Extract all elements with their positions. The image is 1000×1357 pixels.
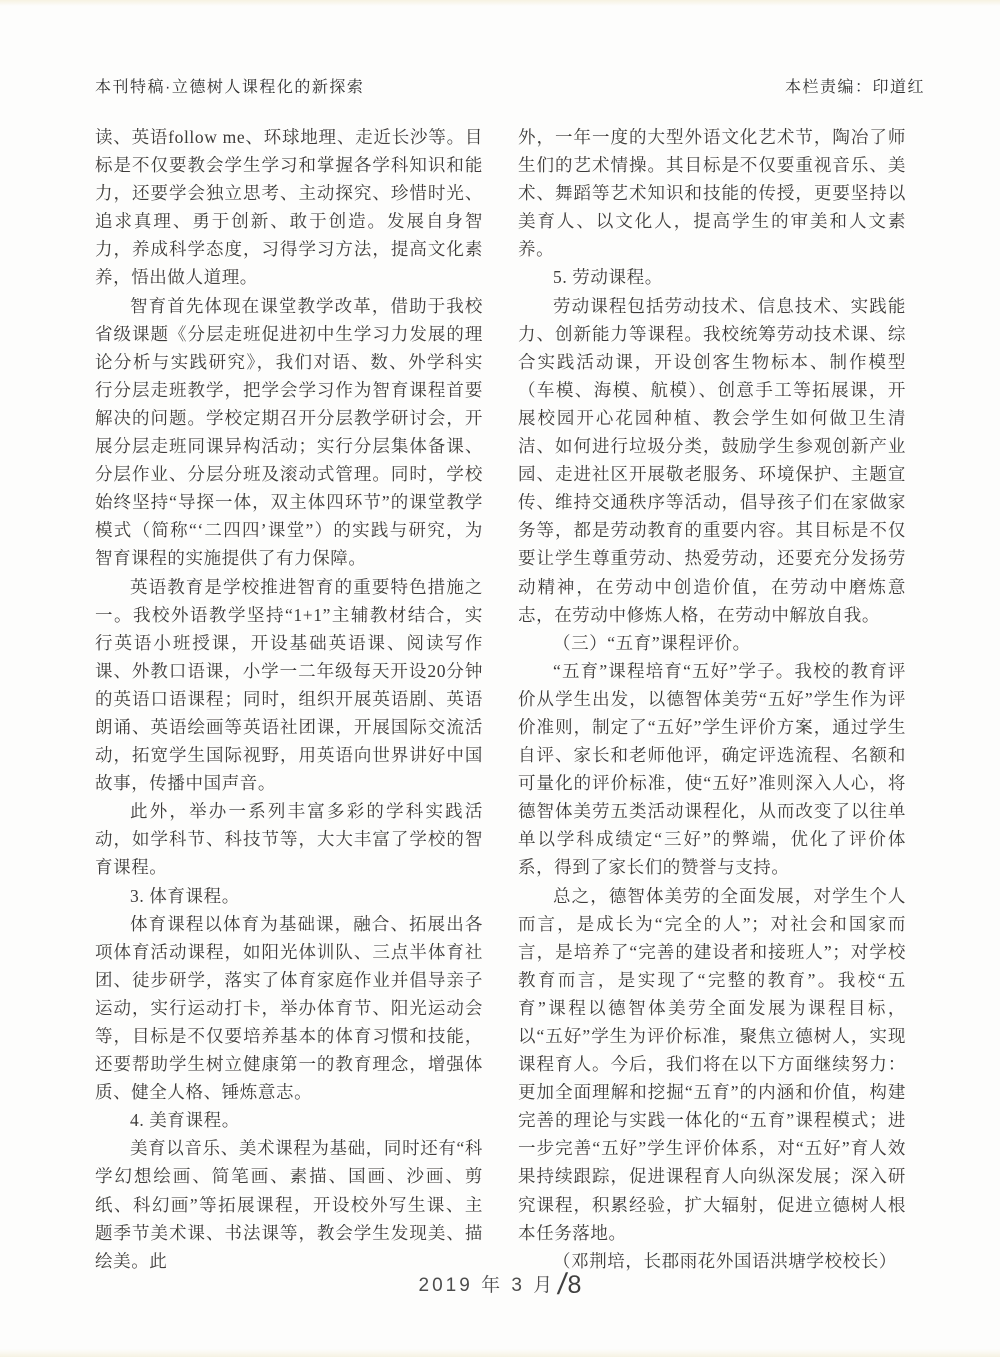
paragraph: 英语教育是学校推进智育的重要特色措施之一。我校外语教学坚持“1+1”主辅教材结合，实行英语小班授课，开设基础英语课、阅读写作课、外教口语课，小学一二年级每天开设20分钟的英语口语课程；同时，组织开展英语剧、英语朗诵、英语绘画等英语社团课，开展国际交流活动，拓宽学生国际视野，用英语向世界讲好中国故事，传播中国声音。 (95, 576, 483, 794)
page-footer (0, 1268, 1000, 1302)
footer-page-number: 8 (567, 1271, 582, 1299)
paragraph: 劳动课程包括劳动技术、信息技术、实践能力、创新能力等课程。我校统筹劳动技术课、综合实践活动课，开设创客生物标本、制作模型（车模、海模、航模）、创意手工等拓展课，开展校园开心花园种植、教会学生如何做卫生清洁、如何进行垃圾分类，鼓励学生参观创新产业园、走进社区开展敬老服务、环境保护、主题宣传、维持交通秩序等活动，倡导孩子们在家做家务等，都是劳动教育的重要内容。其目标是不仅要让学生尊重劳动、热爱劳动，还要充分发扬劳动精神，在劳动中创造价值，在劳动中磨炼意志，在劳动中修炼人格，在劳动中解放自我。 (518, 295, 906, 625)
header-column-editor: 本栏责编：印道红 (784, 79, 925, 96)
paragraph: （三）“五育”课程评价。 (553, 632, 751, 653)
right-column (518, 123, 906, 1275)
paragraph: 外，一年一度的大型外语文化艺术节，陶冶了师生们的艺术情操。其目标是不仅要重视音乐、美术、舞蹈等艺术知识和技能的传授，更要坚持以美育人、以文化人，提高学生的审美和人文素养。 (518, 127, 906, 260)
paragraph: 美育以音乐、美术课程为基础，同时还有“科学幻想绘画、简笔画、素描、国画、沙画、剪纸、科幻画”等拓展课程，开设校外写生课、主题季节美术课、书法课等，教会学生发现美、描绘美。此 (95, 1138, 483, 1271)
article-body (95, 123, 906, 1275)
left-column (95, 123, 483, 1275)
footer-date: 2019 年 3 月 (418, 1275, 556, 1296)
paragraph: 此外，举办一系列丰富多彩的学科实践活动，如学科节、科技节等，大大丰富了学校的智育课程。 (95, 801, 483, 878)
paragraph: 3. 体育课程。 (130, 885, 240, 906)
page-header (95, 74, 925, 97)
paragraph: 读、英语follow me、环球地理、走近长沙等。目标是不仅要教会学生学习和掌握各学科知识和能力，还要学会独立思考、主动探究、珍惜时光、追求真理、勇于创新、敢于创造。发展自身智力，养成科学态度，习得学习方法，提高文化素养，悟出做人道理。 (95, 127, 483, 288)
paragraph: 总之，德智体美劳的全面发展，对学生个人而言，是成长为“完全的人”；对社会和国家而言，是培养了“完善的建设者和接班人”；对学校教育而言，是实现了“完整的教育”。我校“五育”课程以德智体美劳全面发展为课程目标，以“五好”学生为评价标准，聚焦立德树人，实现课程育人。今后，我们将在以下方面继续努力：更加全面理解和挖掘“五育”的内涵和价值，构建完善的理论与实践一体化的“五育”课程模式；进一步完善“五好”学生评价体系，对“五好”育人效果持续跟踪，促进课程育人向纵深发展；深入研究课程，积累经验，扩大辐射，促进立德树人根本任务落地。 (518, 885, 906, 1243)
paragraph: “五育”课程培育“五好”学子。我校的教育评价从学生出发，以德智体美劳“五好”学生作为评价准则，制定了“五好”学生评价方案，通过学生自评、家长和老师他评，确定评选流程、名额和可量化的评价标准，使“五好”准则深入人心，将德智体美劳五类活动课程化，从而改变了以往单单以学科成绩定“三好”的弊端，优化了评价体系，得到了家长们的赞誉与支持。 (518, 660, 906, 878)
header-section-title: 本刊特稿·立德树人课程化的新探索 (95, 79, 365, 96)
paragraph: 5. 劳动课程。 (553, 267, 663, 288)
paragraph: 4. 美育课程。 (130, 1110, 240, 1131)
paragraph: 智育首先体现在课堂教学改革，借助于我校省级课题《分层走班促进初中生学习力发展的理论分析与实践研究》，我们对语、数、外学科实行分层走班教学，把学会学习作为智育课程首要解决的问题。学校定期召开分层教学研讨会，开展分层走班同课异构活动；实行分层集体备课、分层作业、分层分班及滚动式管理。同时，学校始终坚持“导探一体，双主体四环节”的课堂教学模式（简称“‘二四四’课堂”）的实践与研究，为智育课程的实施提供了有力保障。 (95, 295, 483, 569)
paragraph: 体育课程以体育为基础课，融合、拓展出各项体育活动课程，如阳光体训队、三点半体育社团、徒步研学，落实了体育家庭作业并倡导亲子运动，实行运动打卡，举办体育节、阳光运动会等，目标是不仅要培养基本的体育习惯和技能，还要帮助学生树立健康第一的教育理念，增强体质、健全人格、锤炼意志。 (95, 913, 483, 1103)
footer-slash: / (555, 1268, 569, 1301)
paragraph: （邓荆培，长郡雨花外国语洪塘学校校长） (553, 1250, 897, 1271)
